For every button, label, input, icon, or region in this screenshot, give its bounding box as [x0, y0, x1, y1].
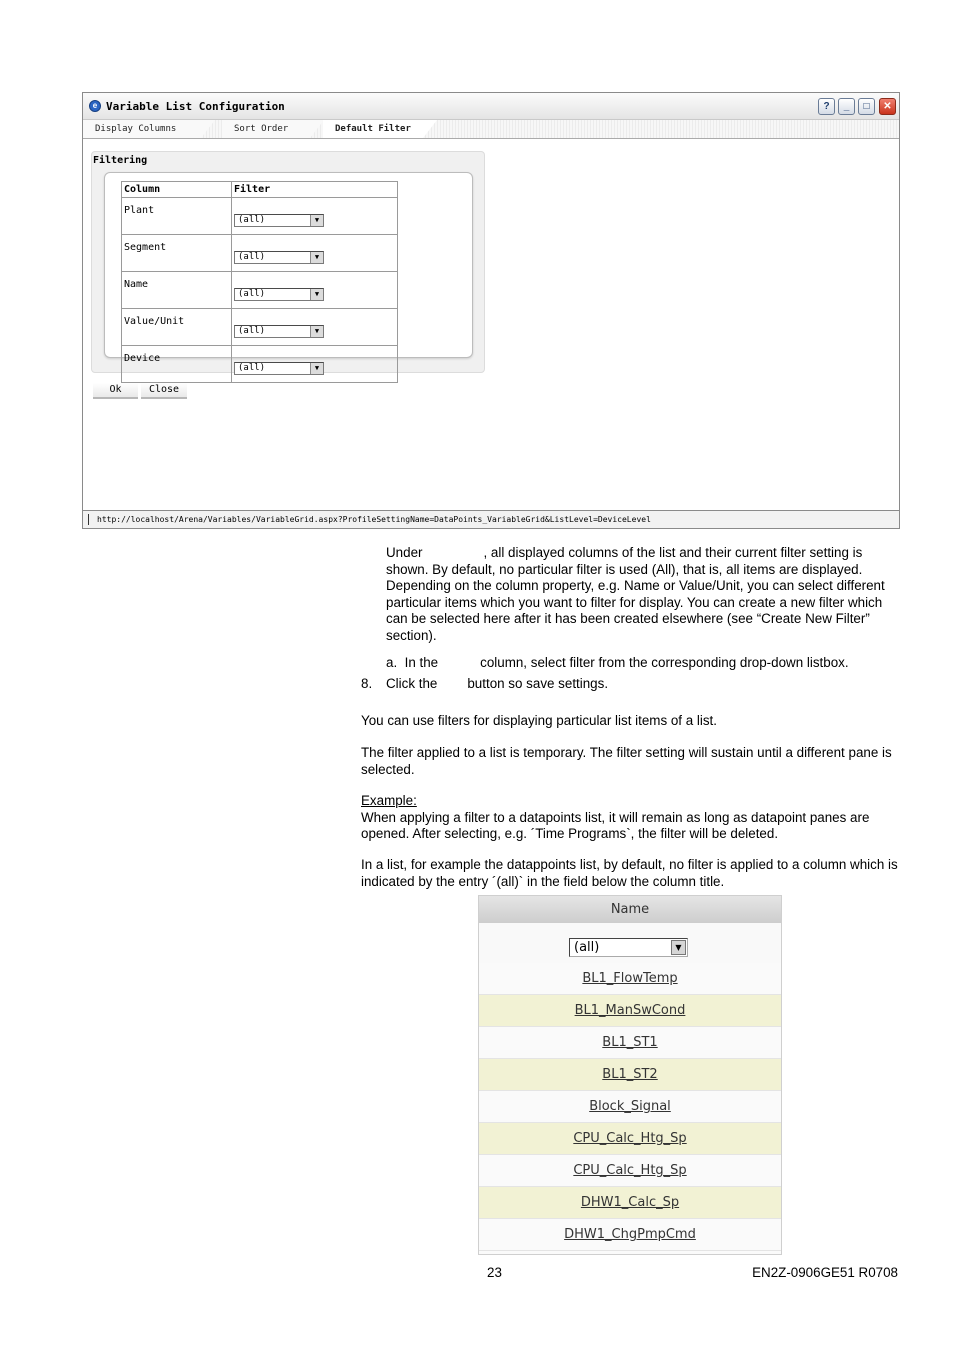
value-unit-filter-select[interactable]: (all) ▼	[234, 325, 324, 338]
filtering-group-title: Filtering	[93, 155, 148, 166]
list-item[interactable]: DHW1_ChgPmpCmd	[479, 1219, 781, 1251]
name-filter-row	[479, 923, 781, 964]
tab-sort-order[interactable]: Sort Order	[222, 120, 310, 138]
maximize-icon[interactable]: □	[858, 98, 875, 115]
window-title: Variable List Configuration	[106, 100, 285, 113]
tab-display-columns[interactable]: Display Columns	[83, 120, 201, 138]
row-label: Segment	[122, 235, 232, 272]
name-column-header[interactable]: Name	[479, 896, 781, 923]
list-item[interactable]: BL1_FlowTemp	[479, 963, 781, 995]
column-header: Column	[122, 182, 232, 198]
close-icon[interactable]: ✕	[879, 98, 896, 115]
step-a: a. In the column, select filter from the corresponding drop-down listbox.	[386, 655, 849, 670]
list-item[interactable]: CPU_Calc_Htg_Sp	[479, 1123, 781, 1155]
row-label: Value/Unit	[122, 309, 232, 346]
filter-table-header	[122, 182, 398, 198]
tab-bar	[83, 120, 899, 139]
filter-table	[121, 181, 398, 383]
table-row	[122, 272, 398, 309]
filter-header: Filter	[232, 182, 398, 198]
segment-filter-select[interactable]: (all) ▼	[234, 251, 324, 264]
status-bar	[83, 510, 899, 528]
status-url: http://localhost/Arena/Variables/VariableGrid.aspx?ProfileSettingName=DataPoints_VariableGrid&ListLevel=DeviceLevel	[97, 515, 651, 524]
chevron-down-icon: ▼	[310, 326, 323, 337]
row-label: Device	[122, 346, 232, 383]
close-button[interactable]: Close	[141, 383, 187, 399]
chevron-down-icon: ▼	[310, 363, 323, 374]
page-number: 23	[487, 1265, 502, 1280]
filtering-inner-panel	[104, 172, 473, 373]
row-label: Plant	[122, 198, 232, 235]
chevron-down-icon: ▼	[310, 289, 323, 300]
table-row	[122, 235, 398, 272]
document-code: EN2Z-0906GE51 R0708	[752, 1265, 898, 1280]
browser-icon: e	[89, 100, 101, 112]
table-row	[122, 309, 398, 346]
default-filter-paragraph: In a list, for example the datappoints list, by default, no filter is applied to a column which is indicated by the entry ´(all)` in the field below the column title.	[361, 857, 898, 889]
name-column-filter-select[interactable]: (all) ▼	[569, 938, 688, 957]
list-item[interactable]: CPU_Calc_Htg_Sp	[479, 1155, 781, 1187]
example-paragraph: Example: When applying a filter to a datapoints list, it will remain as long as datapoint panes are opened. After selecting, e.g. ´Time Programs`, the filter will be deleted.	[361, 793, 870, 841]
table-row	[122, 198, 398, 235]
list-item[interactable]: DHW1_Calc_Sp	[479, 1187, 781, 1219]
example-label: Example:	[361, 793, 417, 808]
filtering-group	[91, 151, 485, 373]
row-label: Name	[122, 272, 232, 309]
minimize-icon[interactable]: _	[838, 98, 855, 115]
list-item[interactable]: BL1_ST2	[479, 1059, 781, 1091]
device-filter-select[interactable]: (all) ▼	[234, 362, 324, 375]
temporary-filter-paragraph: The filter applied to a list is temporary. The filter setting will sustain until a different pane is selected.	[361, 745, 892, 777]
list-item[interactable]: BL1_ManSwCond	[479, 995, 781, 1027]
chevron-down-icon: ▼	[671, 940, 686, 955]
list-item[interactable]: Block_Signal	[479, 1091, 781, 1123]
step-8: 8. Click the button so save settings.	[361, 676, 609, 691]
ok-button[interactable]: Ok	[93, 383, 138, 399]
under-default-filter-paragraph: Under , all displayed columns of the list and their current filter setting is shown. By default, no particular filter is used (All), that is, all items are displayed. Depending on the column property, e.g. Name or Value/Unit, you can select different particular items which you want to filter for display. You can create a new filter which can be selected here after it has been created elsewhere (see “Create New Filter” section).	[386, 545, 885, 643]
help-icon[interactable]: ?	[818, 98, 835, 115]
plant-filter-select[interactable]: (all) ▼	[234, 214, 324, 227]
name-filter-select[interactable]: (all) ▼	[234, 288, 324, 301]
name-column-list	[478, 895, 782, 1255]
tab-default-filter[interactable]: Default Filter	[323, 120, 423, 138]
table-row	[122, 346, 398, 383]
filters-intro-paragraph: You can use filters for displaying particular list items of a list.	[361, 713, 718, 728]
title-bar	[83, 93, 899, 120]
variable-list-configuration-window	[82, 92, 900, 529]
chevron-down-icon: ▼	[310, 215, 323, 226]
list-item[interactable]: BL1_ST1	[479, 1027, 781, 1059]
chevron-down-icon: ▼	[310, 252, 323, 263]
